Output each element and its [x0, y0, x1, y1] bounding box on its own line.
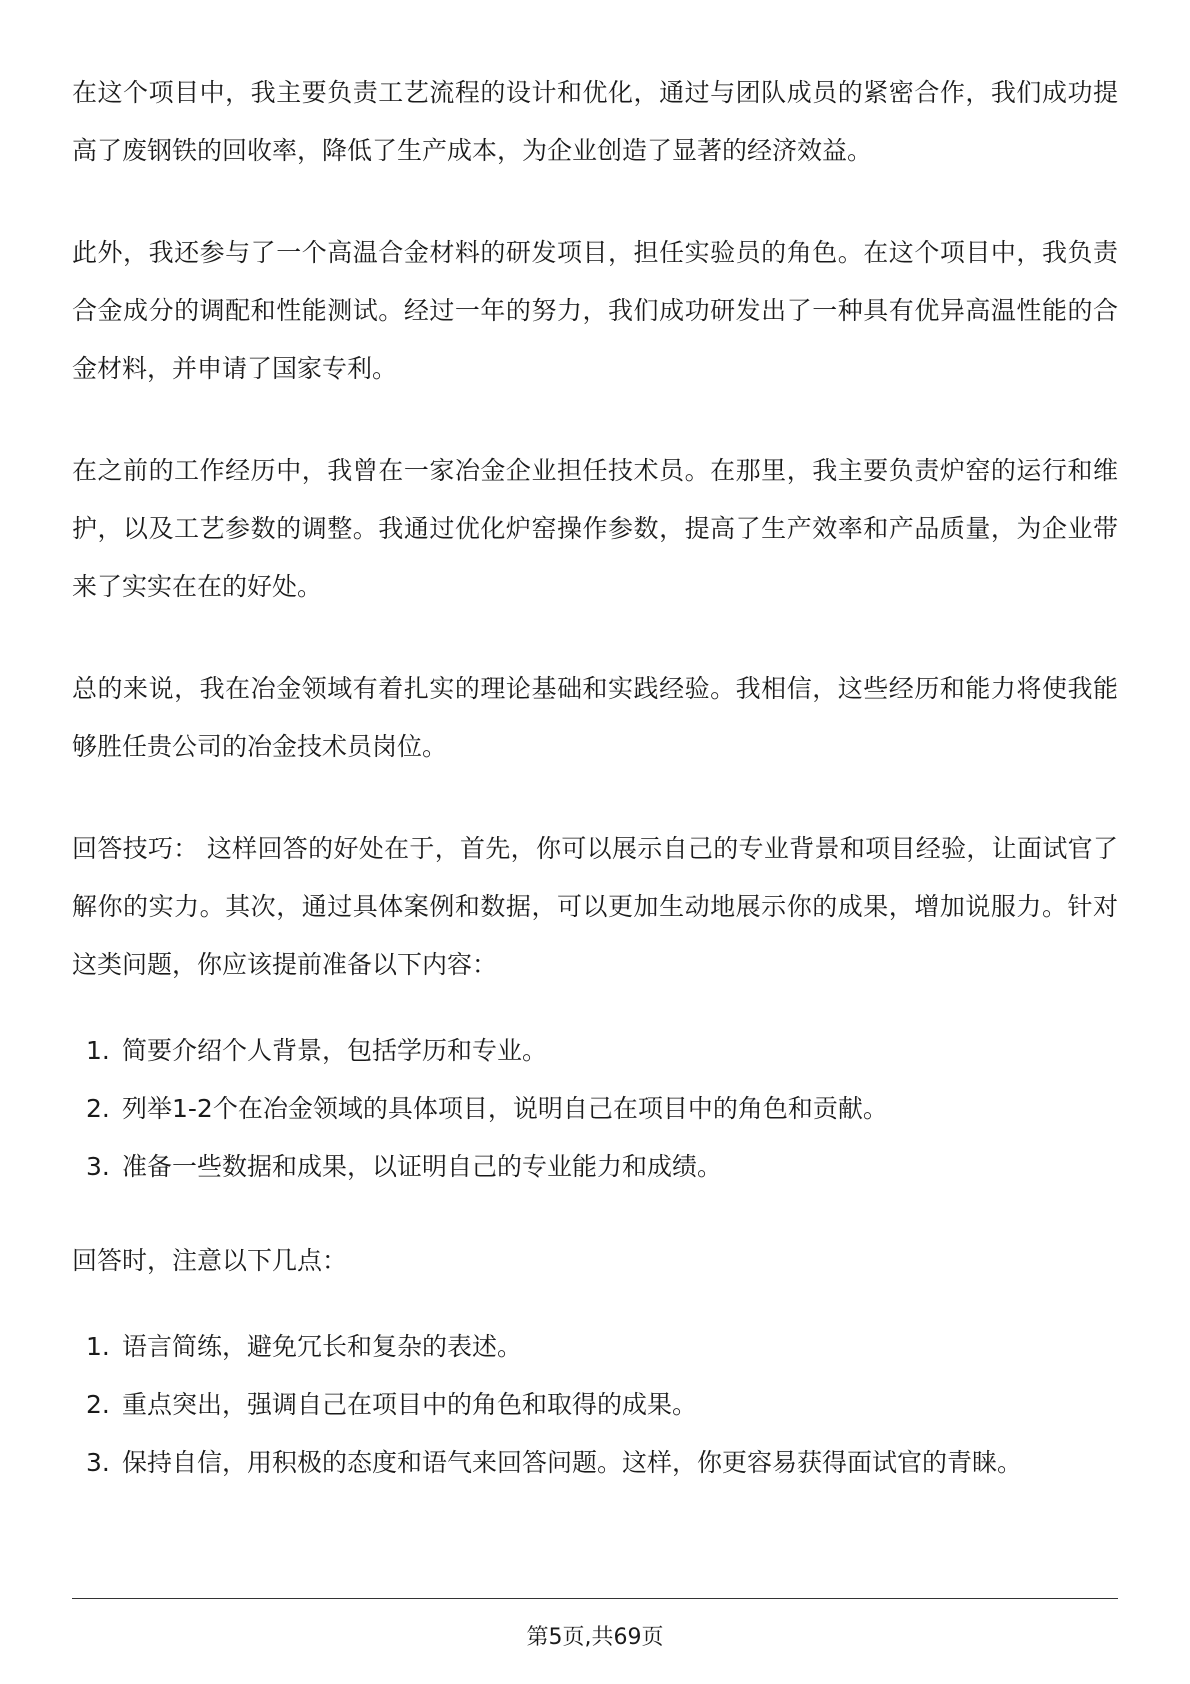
- list-item-text: 语言简练，避免冗长和复杂的表述。: [122, 1332, 523, 1361]
- list-item-number: 1.: [86, 1036, 110, 1065]
- list-item-text: 重点突出，强调自己在项目中的角色和取得的成果。: [122, 1390, 698, 1419]
- paragraph: 总的来说，我在冶金领域有着扎实的理论基础和实践经验。我相信，这些经历和能力将使我能够胜任贵公司的冶金技术员岗位。: [72, 674, 1118, 761]
- footer-divider: [72, 1598, 1118, 1599]
- page-number: 第5页,共69页: [526, 1625, 664, 1650]
- list-item-text: 简要介绍个人背景，包括学历和专业。: [122, 1036, 548, 1065]
- notes-list: [72, 1318, 1118, 1492]
- notes-intro: 回答时，注意以下几点：: [72, 1246, 348, 1275]
- list-item: [72, 1318, 1118, 1376]
- answer-tips-paragraph: 回答技巧： 这样回答的好处在于，首先，你可以展示自己的专业背景和项目经验，让面试官了解你的实力。其次，通过具体案例和数据，可以更加生动地展示你的成果，增加说服力。针对这类问题，你应该提前准备以下内容：: [72, 834, 1118, 979]
- list-item: [72, 1138, 1118, 1196]
- paragraph: 在之前的工作经历中，我曾在一家冶金企业担任技术员。在那里，我主要负责炉窑的运行和维护，以及工艺参数的调整。我通过优化炉窑操作参数，提高了生产效率和产品质量，为企业带来了实实在在的好处。: [72, 456, 1118, 601]
- list-item-number: 3.: [86, 1152, 110, 1181]
- paragraph: 在这个项目中，我主要负责工艺流程的设计和优化，通过与团队成员的紧密合作，我们成功提高了废钢铁的回收率，降低了生产成本，为企业创造了显著的经济效益。: [72, 78, 1118, 165]
- list-item-number: 2.: [86, 1390, 110, 1419]
- preparation-list: [72, 1022, 1118, 1196]
- list-item-number: 1.: [86, 1332, 110, 1361]
- list-item-text: 列举1-2个在冶金领域的具体项目，说明自己在项目中的角色和贡献。: [122, 1094, 888, 1123]
- paragraph: 此外，我还参与了一个高温合金材料的研发项目，担任实验员的角色。在这个项目中，我负责合金成分的调配和性能测试。经过一年的努力，我们成功研发出了一种具有优异高温性能的合金材料，并申请了国家专利。: [72, 238, 1118, 383]
- list-item: [72, 1080, 1118, 1138]
- list-item: [72, 1376, 1118, 1434]
- list-item: [72, 1434, 1118, 1492]
- list-item-number: 2.: [86, 1094, 110, 1123]
- list-item-text: 准备一些数据和成果，以证明自己的专业能力和成绩。: [122, 1152, 723, 1181]
- document-body: [72, 64, 1118, 1528]
- list-item: [72, 1022, 1118, 1080]
- list-item-number: 3.: [86, 1448, 110, 1477]
- list-item-text: 保持自信，用积极的态度和语气来回答问题。这样，你更容易获得面试官的青睐。: [122, 1448, 1023, 1477]
